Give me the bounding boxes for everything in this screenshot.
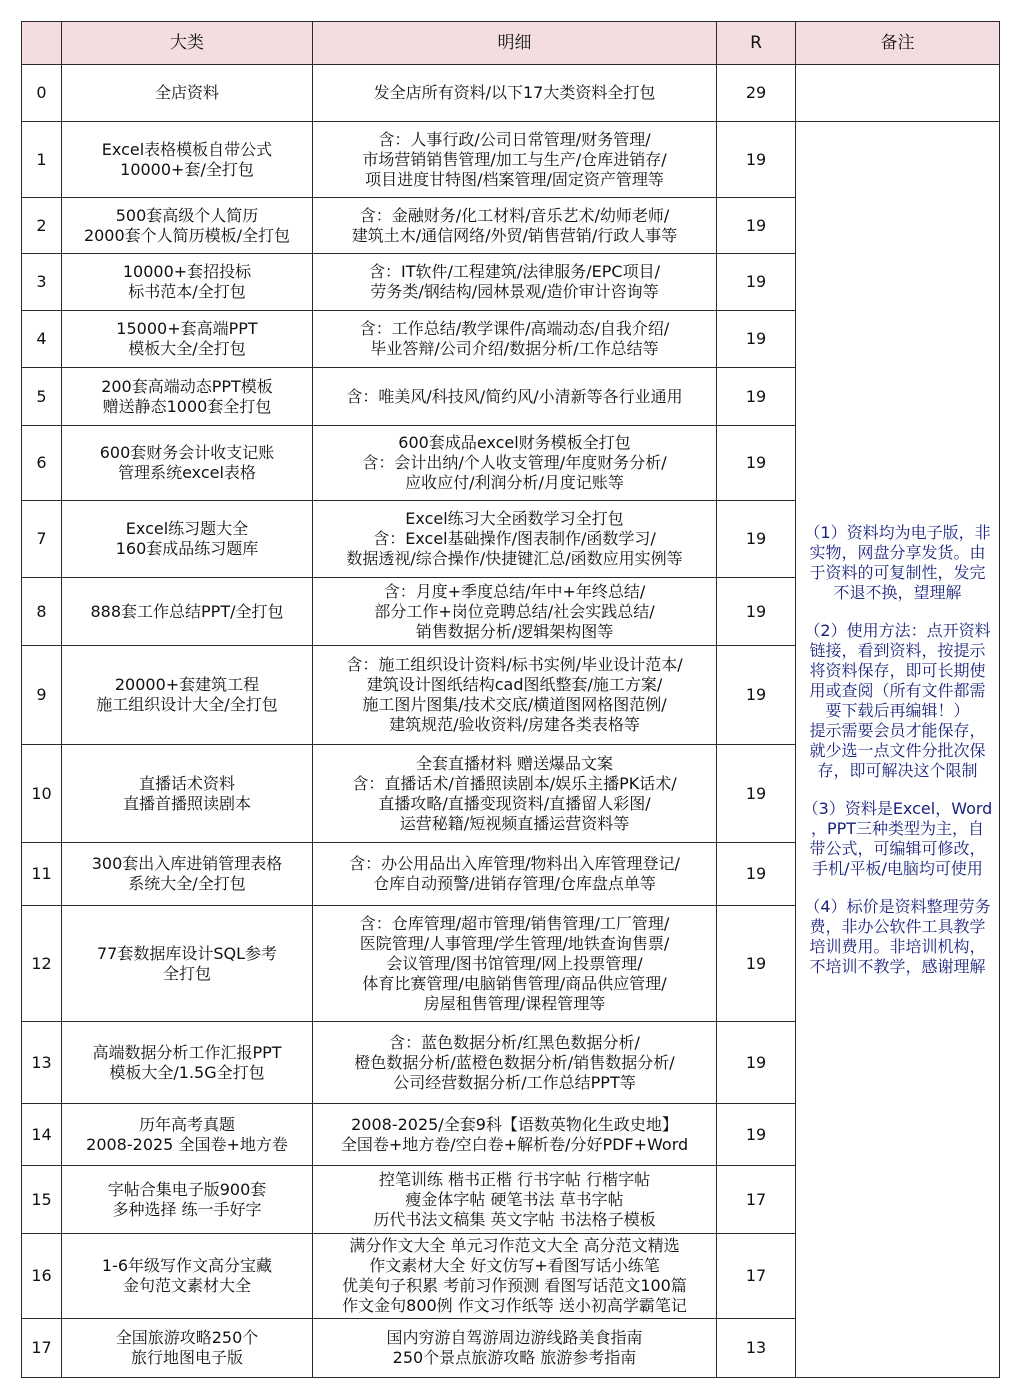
row-detail: 含：办公用品出入库管理/物料出入库管理登记/ 仓库自动预警/进销存管理/仓库盘点单等 — [313, 843, 717, 906]
note-paragraph: （4）标价是资料整理劳务 费，非办公软件工具教学 培训费用。非培训机构， 不培训不教学，感谢理解 — [804, 896, 991, 976]
row-price: 19 — [717, 426, 796, 501]
row-index: 12 — [22, 906, 62, 1022]
row-price: 19 — [717, 578, 796, 646]
row-price: 17 — [717, 1234, 796, 1319]
note-paragraph: （1）资料均为电子版，非 实物，网盘分享发货。由 于资料的可复制性，发完 不退不换，望理解 — [804, 522, 991, 602]
row-index: 3 — [22, 254, 62, 311]
row-category: 高端数据分析工作汇报PPT 模板大全/1.5G全打包 — [62, 1022, 313, 1104]
row-detail: 含：工作总结/教学课件/高端动态/自我介绍/ 毕业答辩/公司介绍/数据分析/工作总结等 — [313, 311, 717, 368]
row-category: Excel表格模板自带公式 10000+套/全打包 — [62, 122, 313, 198]
header-row — [22, 22, 1000, 65]
row-index: 9 — [22, 646, 62, 745]
row-index: 10 — [22, 745, 62, 843]
row-detail: 全套直播材料 赠送爆品文案 含：直播话术/首播照读剧本/娱乐主播PK话术/ 直播攻略/直播变现资料/直播留人彩图/ 运营秘籍/短视频直播运营资料等 — [313, 745, 717, 843]
row-index: 4 — [22, 311, 62, 368]
row-detail: 含：唯美风/科技风/简约风/小清新等各行业通用 — [313, 368, 717, 426]
row-price: 19 — [717, 254, 796, 311]
row-price: 29 — [717, 65, 796, 122]
row-price: 13 — [717, 1319, 796, 1378]
row-category: 直播话术资料 直播首播照读剧本 — [62, 745, 313, 843]
row-detail: 含：金融财务/化工材料/音乐艺术/幼师老师/ 建筑土木/通信网络/外贸/销售营销/行政人事等 — [313, 198, 717, 254]
row-price: 19 — [717, 311, 796, 368]
row-index: 15 — [22, 1166, 62, 1234]
row-detail: 含：IT软件/工程建筑/法律服务/EPC项目/ 劳务类/钢结构/园林景观/造价审计咨询等 — [313, 254, 717, 311]
row-detail: 含：蓝色数据分析/红黑色数据分析/ 橙色数据分析/蓝橙色数据分析/销售数据分析/ 公司经营数据分析/工作总结PPT等 — [313, 1022, 717, 1104]
row-price: 19 — [717, 646, 796, 745]
row-index: 5 — [22, 368, 62, 426]
row-index: 1 — [22, 122, 62, 198]
row-price: 19 — [717, 1022, 796, 1104]
row-category: 77套数据库设计SQL参考 全打包 — [62, 906, 313, 1022]
row-index: 7 — [22, 501, 62, 578]
row-category: 300套出入库进销管理表格 系统大全/全打包 — [62, 843, 313, 906]
row-price: 19 — [717, 745, 796, 843]
table-body — [22, 65, 1000, 1378]
row-category: 15000+套高端PPT 模板大全/全打包 — [62, 311, 313, 368]
row-index: 8 — [22, 578, 62, 646]
row-detail: 2008-2025/全套9科【语数英物化生政史地】 全国卷+地方卷/空白卷+解析卷/分好PDF+Word — [313, 1104, 717, 1166]
row-index: 17 — [22, 1319, 62, 1378]
row-index: 16 — [22, 1234, 62, 1319]
note-paragraph: （2）使用方法：点开资料 链接，看到资料，按提示 将资料保存，即可长期使 用或查阅（所有文件都需 要下载后再编辑！） 提示需要会员才能保存， 就少选一点文件分批次保 存，即可解决这个限制 — [804, 620, 991, 780]
table-row — [22, 122, 1000, 198]
row-price: 19 — [717, 198, 796, 254]
row-price: 17 — [717, 1166, 796, 1234]
row-detail: Excel练习大全函数学习全打包 含：Excel基础操作/图表制作/函数学习/ 数据透视/综合操作/快捷键汇总/函数应用实例等 — [313, 501, 717, 578]
row-detail: 发全店所有资料/以下17大类资料全打包 — [313, 65, 717, 122]
row-category: 200套高端动态PPT模板 赠送静态1000套全打包 — [62, 368, 313, 426]
row-index: 11 — [22, 843, 62, 906]
row-index: 6 — [22, 426, 62, 501]
row-category: 20000+套建筑工程 施工组织设计大全/全打包 — [62, 646, 313, 745]
row-price: 19 — [717, 843, 796, 906]
header-category: 大类 — [62, 22, 313, 65]
notes-cell — [796, 122, 1000, 1378]
row-detail: 控笔训练 楷书正楷 行书字帖 行楷字帖 瘦金体字帖 硬笔书法 草书字帖 历代书法文稿集 英文字帖 书法格子模板 — [313, 1166, 717, 1234]
row-price: 19 — [717, 906, 796, 1022]
row-index: 14 — [22, 1104, 62, 1166]
row-index: 2 — [22, 198, 62, 254]
row-category: 全店资料 — [62, 65, 313, 122]
header-note: 备注 — [796, 22, 1000, 65]
row-price: 19 — [717, 368, 796, 426]
row-index: 0 — [22, 65, 62, 122]
table-row — [22, 65, 1000, 122]
header-price: R — [717, 22, 796, 65]
notes-cell-top — [796, 65, 1000, 122]
header-detail: 明细 — [313, 22, 717, 65]
row-detail: 国内穷游自驾游周边游线路美食指南 250个景点旅游攻略 旅游参考指南 — [313, 1319, 717, 1378]
row-detail: 含：月度+季度总结/年中+年终总结/ 部分工作+岗位竞聘总结/社会实践总结/ 销售数据分析/逻辑架构图等 — [313, 578, 717, 646]
row-detail: 含：仓库管理/超市管理/销售管理/工厂管理/ 医院管理/人事管理/学生管理/地铁查询售票/ 会议管理/图书馆管理/网上投票管理/ 体育比赛管理/电脑销售管理/商品供应管理/ 房屋租售管理/课程管理等 — [313, 906, 717, 1022]
row-category: 字帖合集电子版900套 多种选择 练一手好字 — [62, 1166, 313, 1234]
note-paragraph: （3）资料是Excel，Word ，PPT三种类型为主，自 带公式，可编辑可修改， 手机/平板/电脑均可使用 — [802, 798, 993, 878]
row-category: Excel练习题大全 160套成品练习题库 — [62, 501, 313, 578]
row-price: 19 — [717, 501, 796, 578]
row-category: 全国旅游攻略250个 旅行地图电子版 — [62, 1319, 313, 1378]
row-category: 600套财务会计收支记账 管理系统excel表格 — [62, 426, 313, 501]
row-price: 19 — [717, 1104, 796, 1166]
price-table — [21, 21, 1000, 1378]
row-price: 19 — [717, 122, 796, 198]
row-detail: 600套成品excel财务模板全打包 含：会计出纳/个人收支管理/年度财务分析/ 应收应付/利润分析/月度记账等 — [313, 426, 717, 501]
row-detail: 满分作文大全 单元习作范文大全 高分范文精选 作文素材大全 好文仿写+看图写话小练笔 优美句子积累 考前习作预测 看图写话范文100篇 作文金句800例 作文习作纸等 送小初高学霸笔记 — [313, 1234, 717, 1319]
row-category: 10000+套招投标 标书范本/全打包 — [62, 254, 313, 311]
row-category: 1-6年级写作文高分宝藏 金句范文素材大全 — [62, 1234, 313, 1319]
row-detail: 含：人事行政/公司日常管理/财务管理/ 市场营销销售管理/加工与生产/仓库进销存/ 项目进度甘特图/档案管理/固定资产管理等 — [313, 122, 717, 198]
row-index: 13 — [22, 1022, 62, 1104]
row-category: 888套工作总结PPT/全打包 — [62, 578, 313, 646]
row-detail: 含：施工组织设计资料/标书实例/毕业设计范本/ 建筑设计图纸结构cad图纸整套/施工方案/ 施工图片图集/技术交底/横道图网格图范例/ 建筑规范/验收资料/房建各类表格等 — [313, 646, 717, 745]
row-category: 历年高考真题 2008-2025 全国卷+地方卷 — [62, 1104, 313, 1166]
header-index — [22, 22, 62, 65]
row-category: 500套高级个人简历 2000套个人简历模板/全打包 — [62, 198, 313, 254]
